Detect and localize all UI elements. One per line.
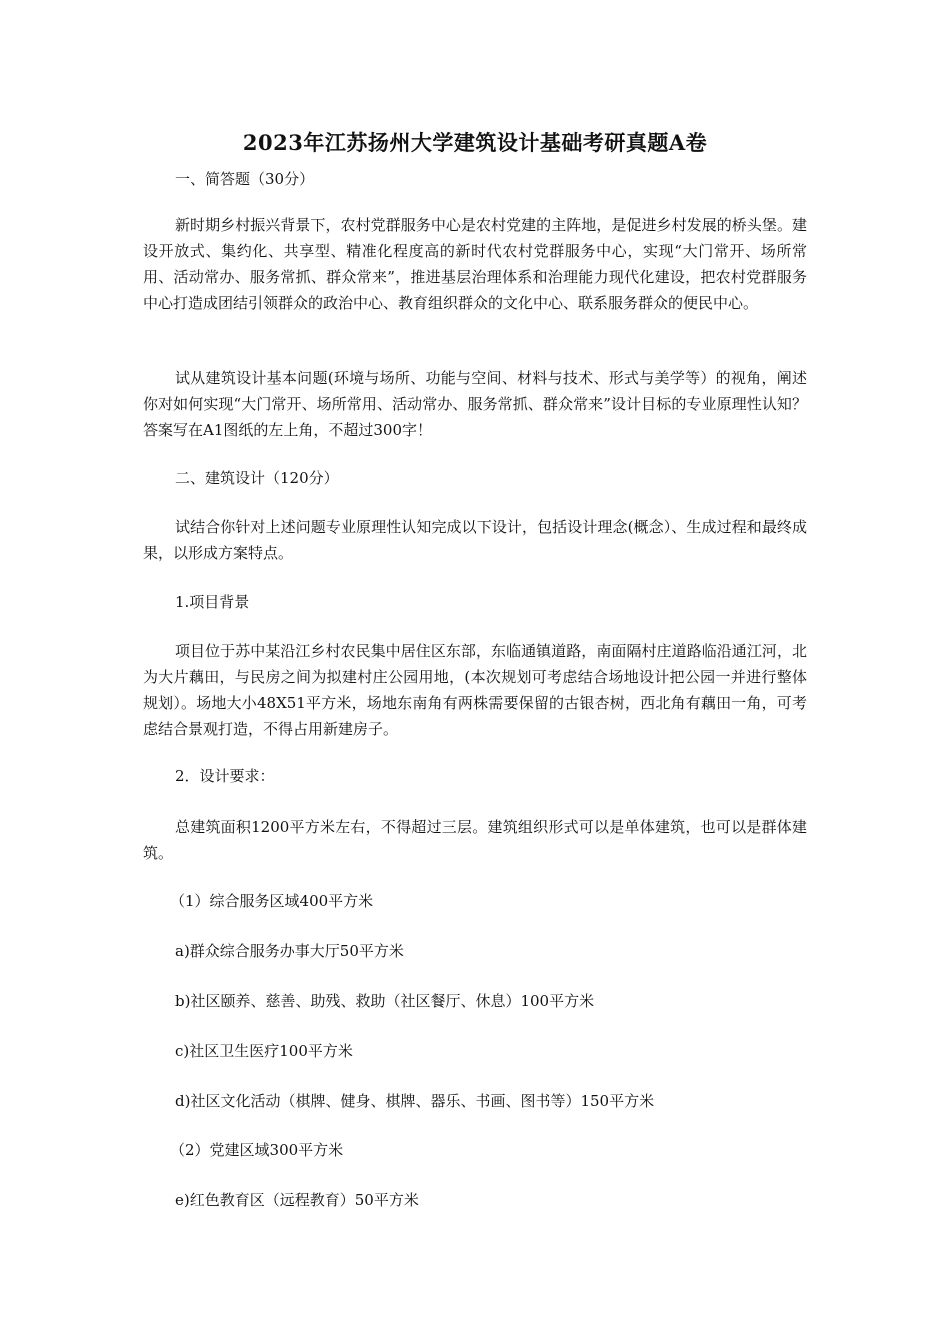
design-requirements-heading: 2．设计要求： <box>175 767 275 785</box>
zone-2-item-e: e)红色教育区（远程教育）50平方米 <box>175 1191 419 1209</box>
project-background-paragraph: 项目位于苏中某沿江乡村农民集中居住区东部，东临通镇道路，南面隔村庄道路临沿通江河，北为大片藕田，与民房之间为拟建村庄公园用地，(本次规划可考虑结合场地设计把公园一并进行整体规划）。场地大小48X51平方米，场地东南角有两株需要保留的古银杏树，西北角有藕田一角，可考虑结合景观打造，不得占用新建房子。 <box>143 642 807 738</box>
zone-1-heading: （1）综合服务区域400平方米 <box>170 892 374 910</box>
project-background-heading: 1.项目背景 <box>175 593 250 611</box>
section-1-paragraph-1: 新时期乡村振兴背景下，农村党群服务中心是农村党建的主阵地，是促进乡村发展的桥头堡。建设开放式、集约化、共享型、精准化程度高的新时代农村党群服务中心，实现“大门常开、场所常用、活动常办、服务常抓、群众常来”，推进基层治理体系和治理能力现代化建设，把农村党群服务中心打造成团结引领群众的政治中心、教育组织群众的文化中心、联系服务群众的便民中心。 <box>143 216 807 312</box>
section-2-heading: 二、建筑设计（120分） <box>175 469 339 487</box>
document-title: 2023年江苏扬州大学建筑设计基础考研真题A卷 <box>242 130 708 155</box>
zone-1-item-d: d)社区文化活动（棋牌、健身、棋牌、器乐、书画、图书等）150平方米 <box>175 1092 655 1110</box>
zone-1-item-c: c)社区卫生医疗100平方米 <box>175 1042 353 1060</box>
section-1-heading: 一、简答题（30分） <box>175 170 315 188</box>
zone-2-heading: （2）党建区域300平方米 <box>170 1141 344 1159</box>
design-requirements-paragraph: 总建筑面积1200平方米左右，不得超过三层。建筑组织形式可以是单体建筑，也可以是群体建筑。 <box>143 818 807 862</box>
zone-1-item-a: a)群众综合服务办事大厅50平方米 <box>175 942 404 960</box>
section-1-paragraph-2: 试从建筑设计基本问题(环境与场所、功能与空间、材料与技术、形式与美学等）的视角，阐述你对如何实现“大门常开、场所常用、活动常办、服务常抓、群众常来”设计目标的专业原理性认知？答案写在A1图纸的左上角，不超过300字！ <box>143 369 807 439</box>
zone-1-item-b: b)社区颐养、慈善、助残、救助（社区餐厅、休息）100平方米 <box>175 992 595 1010</box>
section-2-paragraph-1: 试结合你针对上述问题专业原理性认知完成以下设计，包括设计理念(概念）、生成过程和最终成果，以形成方案特点。 <box>143 518 807 562</box>
